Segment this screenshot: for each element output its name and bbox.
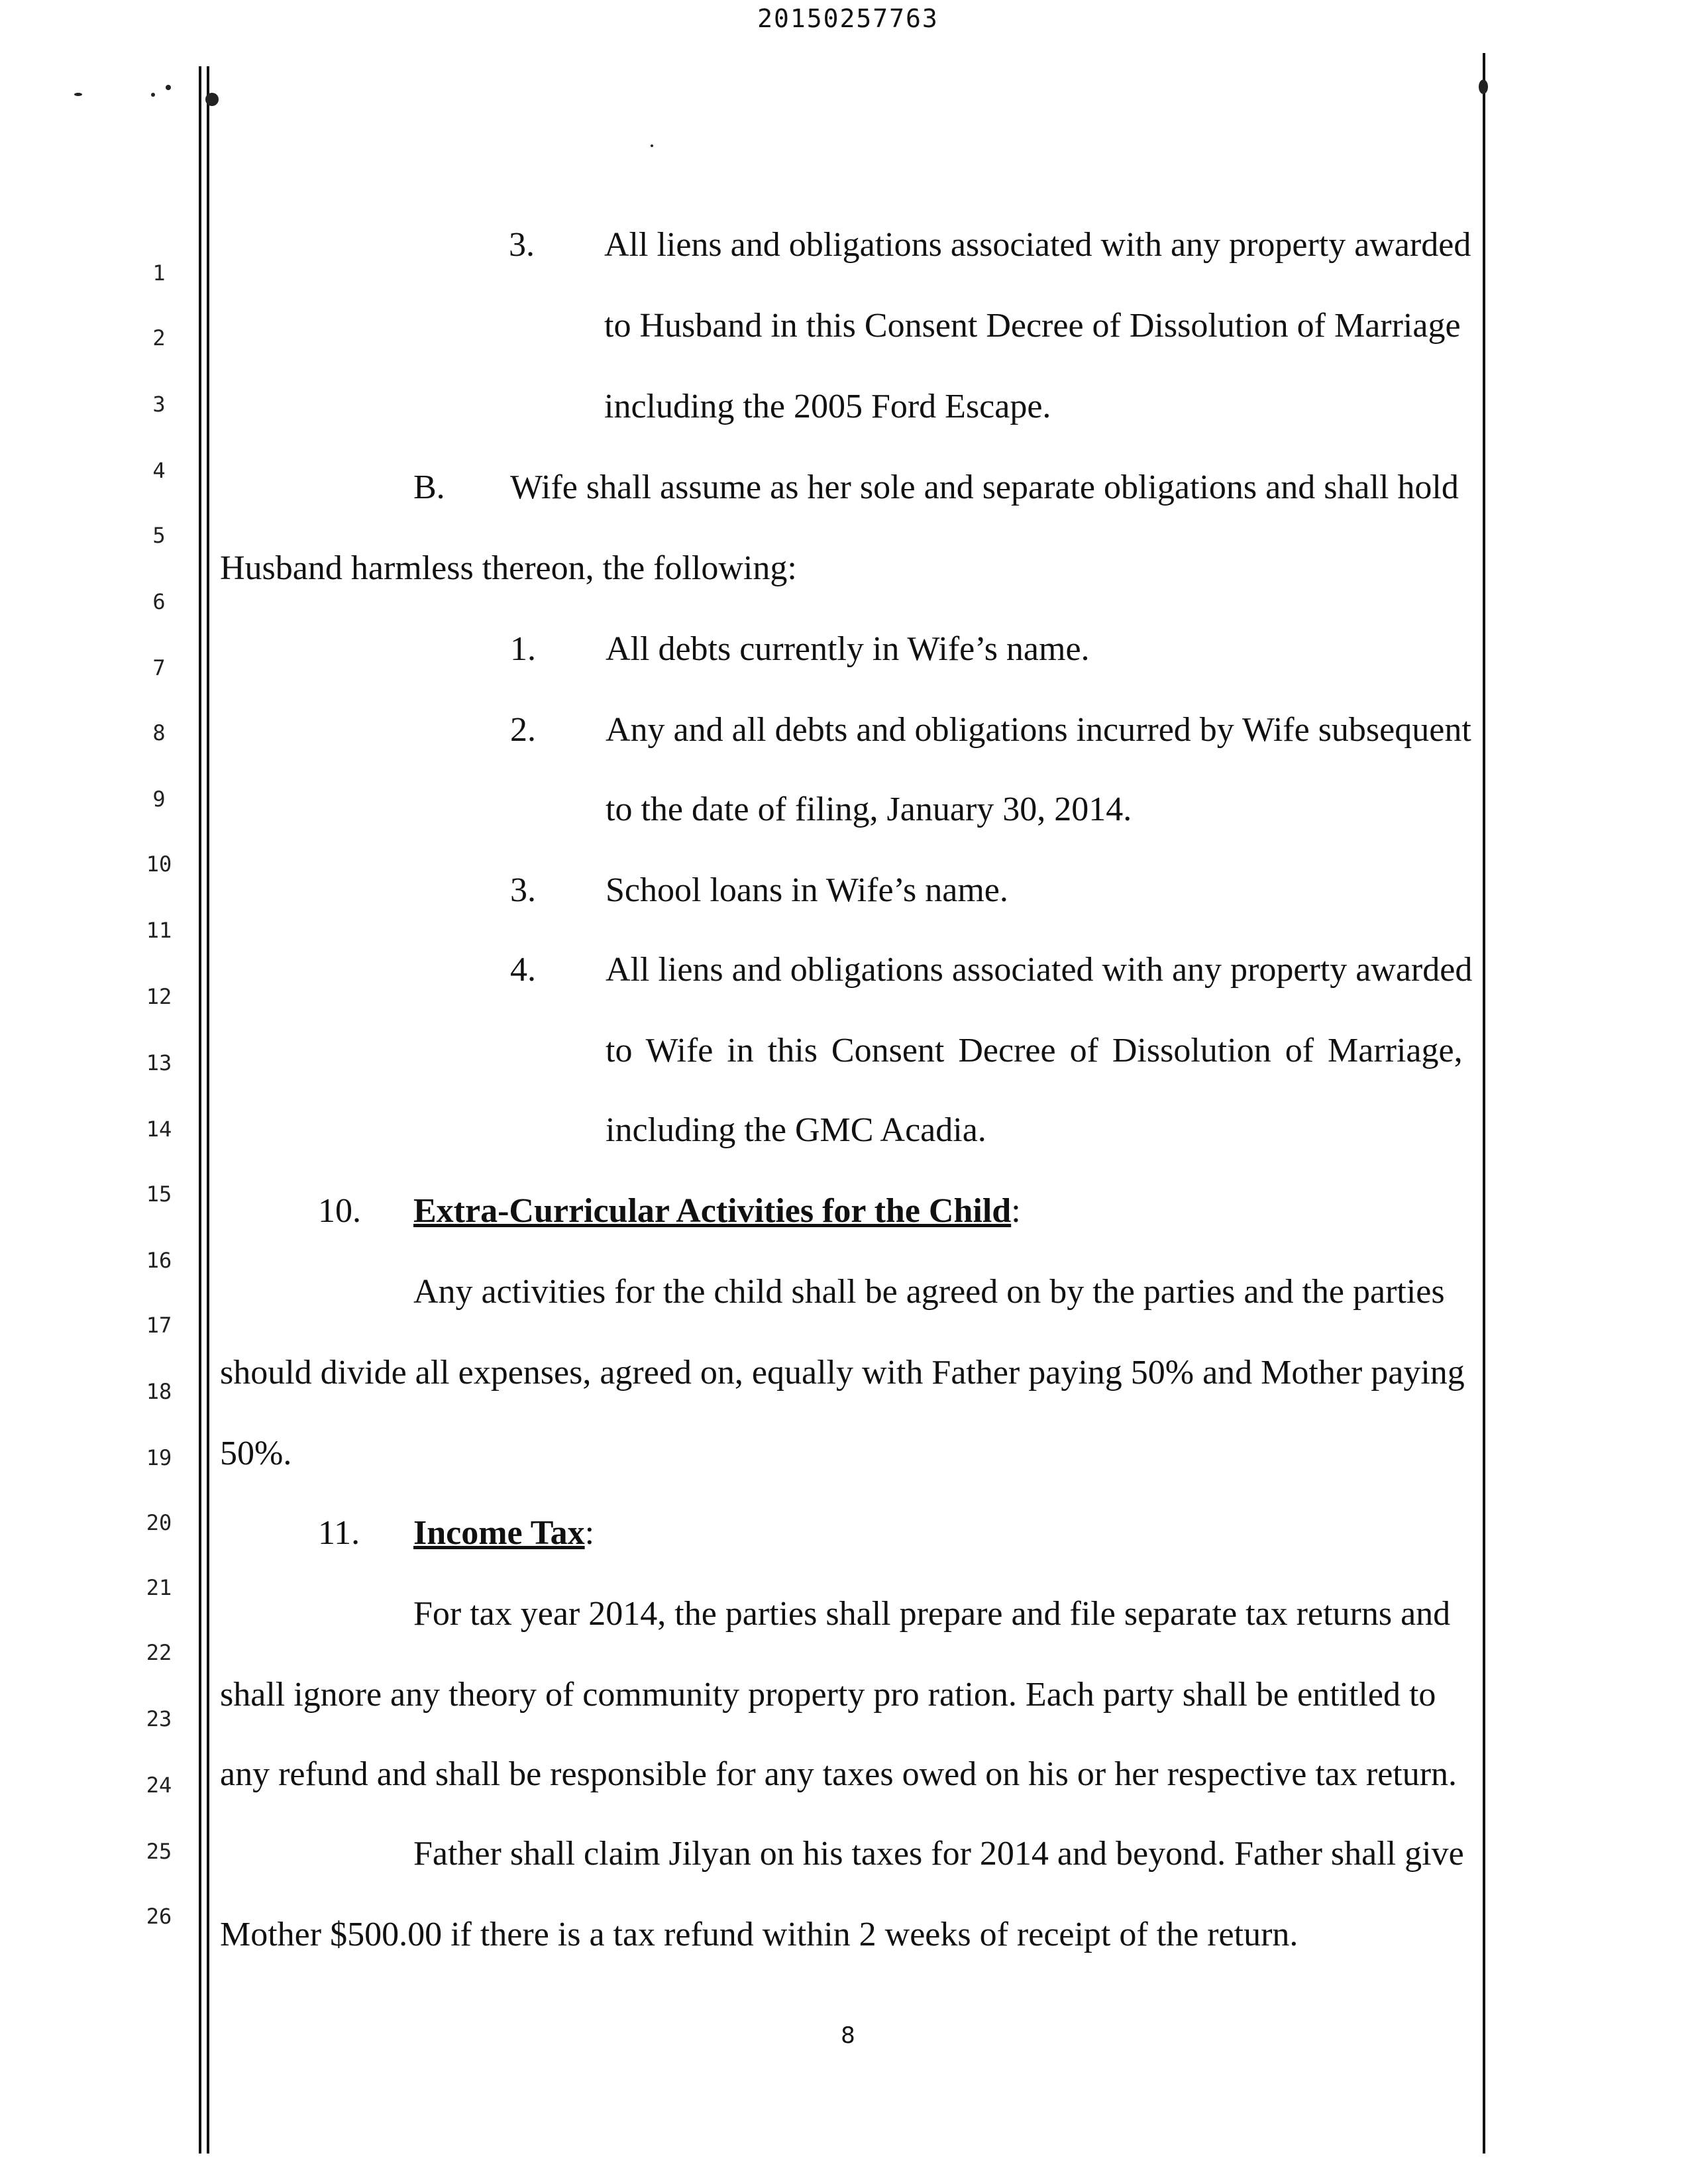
line-number: 17 [146, 1313, 172, 1338]
body-line: to the date of filing, January 30, 2014. [606, 791, 1132, 828]
body-line: to Wife in this Consent Decree of Dissolution of Marriage, [606, 1032, 1463, 1069]
body-line: School loans in Wife’s name. [606, 871, 1008, 909]
page-number: 8 [841, 2022, 855, 2049]
body-line: should divide all expenses, agreed on, equally with Father paying 50% and Mother paying [220, 1354, 1465, 1392]
body-line: Wife shall assume as her sole and separate obligations and shall hold [510, 468, 1459, 506]
section-number: 10. [318, 1192, 361, 1230]
item-number: 1. [510, 630, 536, 668]
body-line: Mother $500.00 if there is a tax refund within 2 weeks of receipt of the return. [220, 1916, 1298, 1953]
line-number: 12 [146, 984, 172, 1009]
body-line: 50%. [220, 1435, 292, 1472]
line-number: 25 [146, 1839, 172, 1864]
body-line: All liens and obligations associated with any property awarded [604, 226, 1471, 264]
item-number: 3. [510, 871, 536, 909]
line-number: 6 [152, 589, 166, 614]
line-number: 18 [146, 1379, 172, 1404]
line-number: 24 [146, 1773, 172, 1798]
scan-speck [205, 93, 219, 106]
line-number: 1 [152, 260, 166, 286]
body-line: including the 2005 Ford Escape. [604, 388, 1051, 425]
line-number: 15 [146, 1181, 172, 1207]
line-number: 13 [146, 1050, 172, 1075]
body-line: including the GMC Acadia. [606, 1111, 986, 1149]
left-margin-line-outer [199, 66, 201, 2154]
item-number: 4. [510, 951, 536, 989]
section-letter: B. [413, 468, 445, 506]
section-heading-line [413, 1512, 594, 1555]
heading-colon: : [1011, 1192, 1021, 1230]
body-line: Husband harmless thereon, the following: [220, 549, 797, 587]
line-number: 26 [146, 1904, 172, 1929]
line-number: 9 [152, 787, 166, 812]
body-line: shall ignore any theory of community property pro ration. Each party shall be entitled to [220, 1676, 1436, 1714]
line-number: 20 [146, 1510, 172, 1535]
body-line: to Husband in this Consent Decree of Dissolution of Marriage [604, 307, 1461, 345]
line-number: 23 [146, 1706, 172, 1731]
line-number: 7 [152, 655, 166, 681]
line-number: 5 [152, 523, 166, 548]
line-number: 11 [146, 918, 172, 943]
left-margin-line-inner [207, 66, 209, 2154]
line-number: 8 [152, 720, 166, 745]
line-number: 14 [146, 1117, 172, 1142]
body-line: any refund and shall be responsible for any taxes owed on his or her respective tax return. [220, 1755, 1458, 1793]
line-number: 21 [146, 1575, 172, 1600]
item-number: 2. [510, 711, 536, 749]
section-heading-line [413, 1190, 1021, 1232]
heading-colon: : [584, 1514, 595, 1552]
body-line: For tax year 2014, the parties shall prepare and file separate tax returns and [413, 1595, 1451, 1633]
right-margin-line [1483, 53, 1485, 2154]
line-number: 10 [146, 851, 172, 877]
scan-speck [166, 85, 171, 90]
scan-speck [1479, 80, 1488, 94]
body-line: Any activities for the child shall be agreed on by the parties and the parties [413, 1273, 1445, 1311]
line-number: 19 [146, 1445, 172, 1470]
line-number: 3 [152, 392, 166, 417]
scan-speck [74, 93, 82, 96]
body-line: Father shall claim Jilyan on his taxes for 2014 and beyond. Father shall give [413, 1835, 1464, 1873]
section-number: 11. [318, 1514, 360, 1552]
document-number: 20150257763 [757, 4, 939, 33]
line-number: 16 [146, 1248, 172, 1273]
line-number: 4 [152, 458, 166, 483]
item-number: 3. [509, 226, 535, 264]
scan-speck [651, 144, 653, 147]
section-heading: Income Tax [413, 1514, 585, 1552]
line-number: 22 [146, 1640, 172, 1665]
section-heading: Extra-Curricular Activities for the Child [413, 1192, 1012, 1230]
scan-speck [151, 93, 155, 97]
body-line: All debts currently in Wife’s name. [606, 630, 1090, 668]
line-number: 2 [152, 325, 166, 351]
body-line: All liens and obligations associated with any property awarded [606, 951, 1473, 989]
body-line: Any and all debts and obligations incurred by Wife subsequent [606, 711, 1471, 749]
